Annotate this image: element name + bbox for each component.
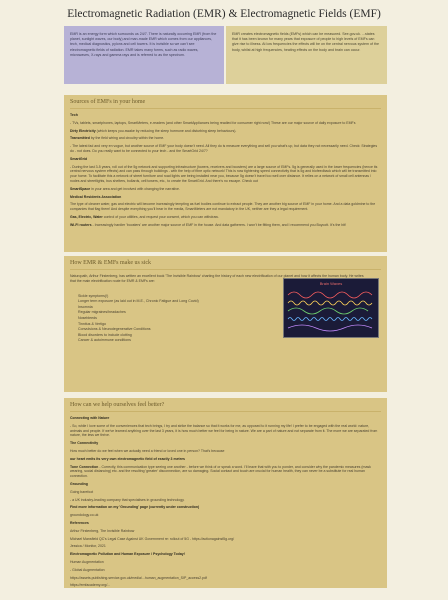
nature-label: Connecting with Nature [70,416,110,420]
list-item: Longer term exposure (as laid out in M.E., Chronic Fatigue and Long Covid) [78,299,199,304]
section-heading: How EMR & EMFs make us sick [70,260,151,266]
paragraph: The type of cleaner water, gas and electric will become increasingly tempting as fuel bodies continue to extract people. They are another big source of EMF in your home. And a data goldmine to the companies that flag them! And despite everything you'll hear in the media, SmartMeters are not mandatory in the UK, neither are they a legal requirement. [70,202,376,212]
tech-label: Tech [70,113,78,117]
divider [70,411,381,412]
reference-item[interactable]: Michael Mansfield QC's Legal Case Against UK Government re: rollout of 5G - https://actionagainst5g.org/ [70,536,235,541]
dirty-electricity-label: Dirty Electricity [70,128,96,133]
list-item: Sickle symptoms(!) [78,293,109,298]
list-item: Cancer & autoimmune conditions [78,338,131,343]
reference-item: - Global Augmentation [70,567,105,572]
paragraph: control of your utilities, and request your consent, which you can withdraw. [103,214,219,219]
wave-graphic [284,279,378,337]
paragraph: - a UK industry-leading company that specialises in grounding technology. [70,497,185,502]
section-help [64,398,387,588]
list-item: Insomnia [78,304,93,309]
list-item: Nosebleeds [78,315,97,320]
paragraph: - The latest fad and very en vogue, but another source of EMF your body doesn't need. All they do is measure everything and sell you what's up, but data they not necessarily need. Check: Strategies do - not does. Do you really want to be connected to your tech - and the SmartGrid 24/7? [70,144,378,153]
connectivity-label: The Connectivity [70,441,99,446]
paragraph: in your area and get involved with changing the narrative. [91,186,180,191]
paragraph: How much better do we feel when we actually need a friend or loved one in person? That's because [70,448,225,453]
paragraph: - During the last 3-5 years, roll out of the 5g network and supporting infrastructure (towers, receivers and boosters) are a large source of EMFs. 5g is generally used in the lower frequencies (hence its central nervous system effects) and can pass through buildings - with the help of fibre optic network! This is now tightening speed connectivity that is 5g and biofeedback which will be transmitted into your home. To facilitate this a network of street furniture and road lights are being installed near you, because 5g doesn't travel too well over distance. It relies on a network of small cell antennas / nodes and streetlights, bus shelters, bollards, cell towers, etc., to create the SmartGrid. And there's no escape. Check out [70,164,378,183]
wifi-label: Wi-Fi routers [70,222,92,227]
smartgrid-label: SmartGrid [70,156,88,161]
section-heading: Sources of EMFs in your home [70,99,146,105]
brain-waves-image [283,278,379,338]
section-sources [64,95,387,252]
grounding-page-link[interactable]: Find more information on my 'Grounding' page (currently under construction) [70,505,200,510]
image-caption: Brain Waves [319,281,343,286]
paragraph: - Correctly, this communication type seeing one another - before we think of or speak a word. I'll leave that with you to ponder, and consider why the pandemic measures (mask wearing, social distancing) etc. and the resulting 'greater' disconnection, are so damaging. Social contact and touch are crucial for human health, they can never be a substitute for real human connection. [70,464,371,479]
intro-box-right: EMR creates electromagnetic fields (EMFs) which can be measured. See.gov.uk. ...states that it has been known for many years that exposure of people to high levels of EMFs can give rise to illness. At low frequencies the effects will be on the central nervous system of the body, whilst at high frequencies, heating effects on the body and brain can occur. [226,26,387,84]
paragraph: - Increasingly hardier 'boosters' are another major source of EMF in the house. And data gatherers. I won't be fitting them, and I recommend you Boycott. It's the bit! [92,222,346,227]
reference-item: Human Augmentation [70,559,104,564]
paragraph: - So, while I love some of the conveniences that tech brings, I try and strike the balance so that it works for me, as opposed to it running my life! I prefer to be engaged with the real world: nature, animals and people. If we've learned anything over the last 3 years, it is how much better we feel for being in nature. We are a part of nature and not separate from it. The more we are separated from nature, the less we thrive. [70,423,378,438]
reference-item[interactable]: https://emfacademy.org/... [70,583,111,588]
divider [70,108,381,109]
transmitted-label: Transmitted [70,136,90,141]
list-item: Convulsions & Neurodegenerative Conditions [78,327,151,332]
grounding-link[interactable]: Grounding [70,481,88,486]
paragraph: by the field wiring and circuitry within the home. [90,136,165,141]
medical-residents-link[interactable]: Medical Residents Association [70,194,122,199]
reference-item: Jessica / Monitor, 2021 [70,544,106,549]
heart-field-text: our heart emits its very own electromagnetic field of exactly 3 metres [70,456,185,461]
paragraph: (which keeps you awake by reducing the sleep hormone and disturbing sleep behaviours). [96,128,237,133]
paragraph: Naturopath, Arthur Firstenberg, has written an excellent book 'The Invisible Rainbow' charting the history of each new electrification of our planet and how it affects the human body. He writes that the main electrification route for EMR & EMFs are: [70,274,364,283]
tone-connection-label: Tone Connection [70,464,99,469]
references-label: References [70,520,89,525]
paragraph: - TVs, tablets, smartphones, laptops, SmartMeters, e-readers (and other SmartAppliances being readied for consumer right now!) These are our major source of daily exposure to EMFs [70,120,356,125]
intro-box-left: EMR is an energy form which surrounds us 24/7. There is naturally occurring EMR (from the planet, sunlight waves, our body) and man-made EMR which comes from our appliances, tech, medical diagnostics, pylons and cell towers. It is invisible so we can't see electromagnetic fields of radiation. EMR takes many forms, such as radio waves, microwaves, X-rays and gamma rays and is referred to as the spectrum. [64,26,224,84]
list-item: Blood disorders to include clotting [78,332,132,337]
smartspace-link[interactable]: SmartSpace [70,186,91,191]
reference-item[interactable]: https://assets.publishing.service.gov.uk/media/...human_augmentation_SIP_access2.pdf [70,575,207,580]
divider [70,269,381,270]
paragraph: Going barefoot [70,489,94,494]
list-item: Regular migraines/headaches [78,310,126,315]
reference-item: Arthur Firstenberg, The Invisible Rainbow [70,528,135,533]
section-sick [64,256,387,392]
utilities-label: Gas, Electric, Water [70,214,103,219]
groundology-link[interactable]: groundology.co.uk [70,513,99,518]
list-item: Tinnitus & Vertigo [78,321,107,326]
reference-item[interactable]: Electromagnetic Pollution and Human Exposure / Psychology Today! [70,552,185,557]
section-heading: How can we help ourselves feel better? [70,402,165,408]
page-title: Electromagnetic Radiation (EMR) & Electromagnetic Fields (EMF) [67,8,381,20]
